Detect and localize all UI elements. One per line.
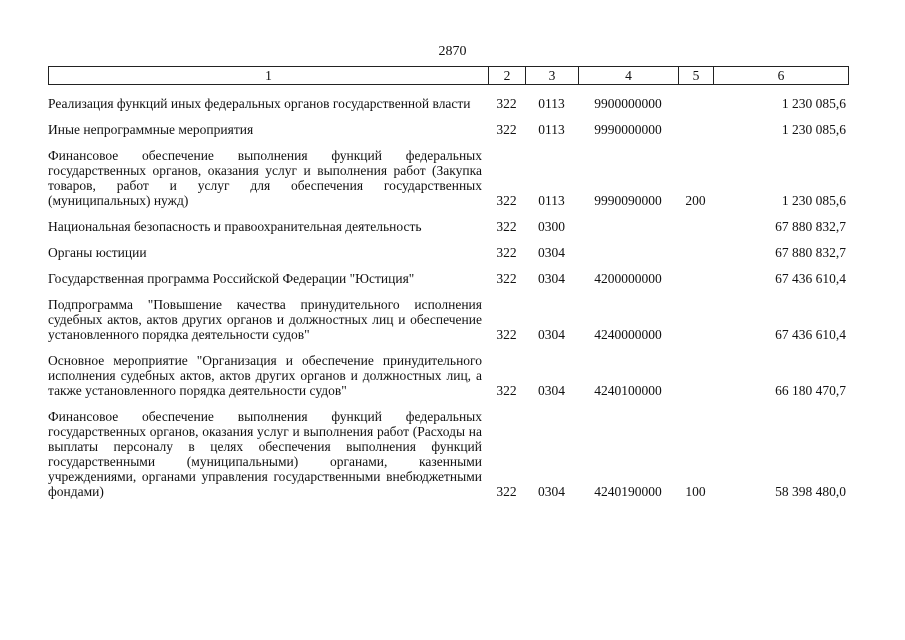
row-section-code: 0304 [538, 383, 565, 398]
column-header-table [48, 66, 849, 85]
table-row [48, 409, 848, 499]
row-description: Иные непрограммные мероприятия [48, 122, 254, 137]
row-section-code: 0304 [538, 245, 565, 260]
row-expense-type: 200 [685, 193, 706, 208]
column-header-row [49, 67, 849, 85]
row-expense-type [678, 353, 713, 409]
row-section-code: 0304 [538, 484, 565, 499]
row-amount: 67 436 610,4 [775, 271, 846, 286]
row-description: Финансовое обеспечение выполнения функций федеральных государственных органов, оказания услуг и выполнения работ (Расходы на выплаты персоналу в целях обеспечения выполнения функций государственными (муниципальными) органами, казенными учреждениями, органами управления государственными внебюджетными фондами) [48, 409, 482, 499]
row-amount: 67 880 832,7 [775, 245, 846, 260]
row-target-code: 4240100000 [594, 383, 662, 398]
row-target-code: 9990000000 [594, 122, 662, 137]
table-row [48, 122, 848, 148]
row-amount: 1 230 085,6 [781, 96, 846, 111]
row-expense-type [678, 245, 713, 271]
table-row [48, 96, 848, 122]
row-section-code: 0304 [538, 327, 565, 342]
row-target-code [578, 245, 678, 271]
table-row [48, 271, 848, 297]
row-ministry-code: 322 [496, 122, 517, 137]
column-header-5: 5 [679, 67, 714, 85]
row-expense-type [678, 219, 713, 245]
budget-table [48, 96, 848, 499]
row-description: Органы юстиции [48, 245, 147, 260]
row-description: Национальная безопасность и правоохранительная деятельность [48, 219, 422, 234]
row-description: Основное мероприятие "Организация и обеспечение принудительного исполнения судебных актов, актов других органов и должностных лиц, а также установленного порядка деятельности судов" [48, 353, 482, 398]
row-amount: 66 180 470,7 [775, 383, 846, 398]
row-expense-type [678, 122, 713, 148]
row-ministry-code: 322 [496, 327, 517, 342]
column-header-3: 3 [526, 67, 579, 85]
row-target-code: 9900000000 [594, 96, 662, 111]
page-number: 2870 [438, 44, 467, 59]
table-row [48, 353, 848, 409]
row-amount: 58 398 480,0 [775, 484, 846, 499]
row-target-code: 4200000000 [594, 271, 662, 286]
row-ministry-code: 322 [496, 96, 517, 111]
row-description: Государственная программа Российской Федерации "Юстиция" [48, 271, 415, 286]
budget-table-body [48, 96, 848, 499]
table-row [48, 245, 848, 271]
row-description: Реализация функций иных федеральных органов государственной власти [48, 96, 471, 111]
row-ministry-code: 322 [496, 245, 517, 260]
row-section-code: 0113 [538, 96, 565, 111]
row-section-code: 0300 [538, 219, 565, 234]
table-row [48, 219, 848, 245]
row-ministry-code: 322 [496, 219, 517, 234]
table-row [48, 297, 848, 353]
row-ministry-code: 322 [496, 271, 517, 286]
row-amount: 1 230 085,6 [781, 122, 846, 137]
row-section-code: 0113 [538, 122, 565, 137]
row-ministry-code: 322 [496, 193, 517, 208]
row-amount: 67 880 832,7 [775, 219, 846, 234]
row-section-code: 0113 [538, 193, 565, 208]
row-target-code: 4240190000 [594, 484, 662, 499]
row-description: Подпрограмма "Повышение качества принудительного исполнения судебных актов, актов других органов и должностных лиц и обеспечение установленного порядка деятельности судов" [48, 297, 482, 342]
column-header-4: 4 [579, 67, 679, 85]
column-header-1: 1 [49, 67, 489, 85]
row-ministry-code: 322 [496, 383, 517, 398]
row-expense-type [678, 297, 713, 353]
row-expense-type: 100 [685, 484, 706, 499]
column-header-2: 2 [489, 67, 526, 85]
row-amount: 67 436 610,4 [775, 327, 846, 342]
table-row [48, 148, 848, 219]
row-section-code: 0304 [538, 271, 565, 286]
row-expense-type [678, 271, 713, 297]
row-expense-type [678, 96, 713, 122]
row-description: Финансовое обеспечение выполнения функций федеральных государственных органов, оказания услуг и выполнения работ (Закупка товаров, работ и услуг для обеспечения государственных (муниципальных) нужд) [48, 148, 482, 208]
row-target-code: 9990090000 [594, 193, 662, 208]
row-amount: 1 230 085,6 [781, 193, 846, 208]
row-ministry-code: 322 [496, 484, 517, 499]
column-header-6: 6 [714, 67, 849, 85]
row-target-code [578, 219, 678, 245]
row-target-code: 4240000000 [594, 327, 662, 342]
